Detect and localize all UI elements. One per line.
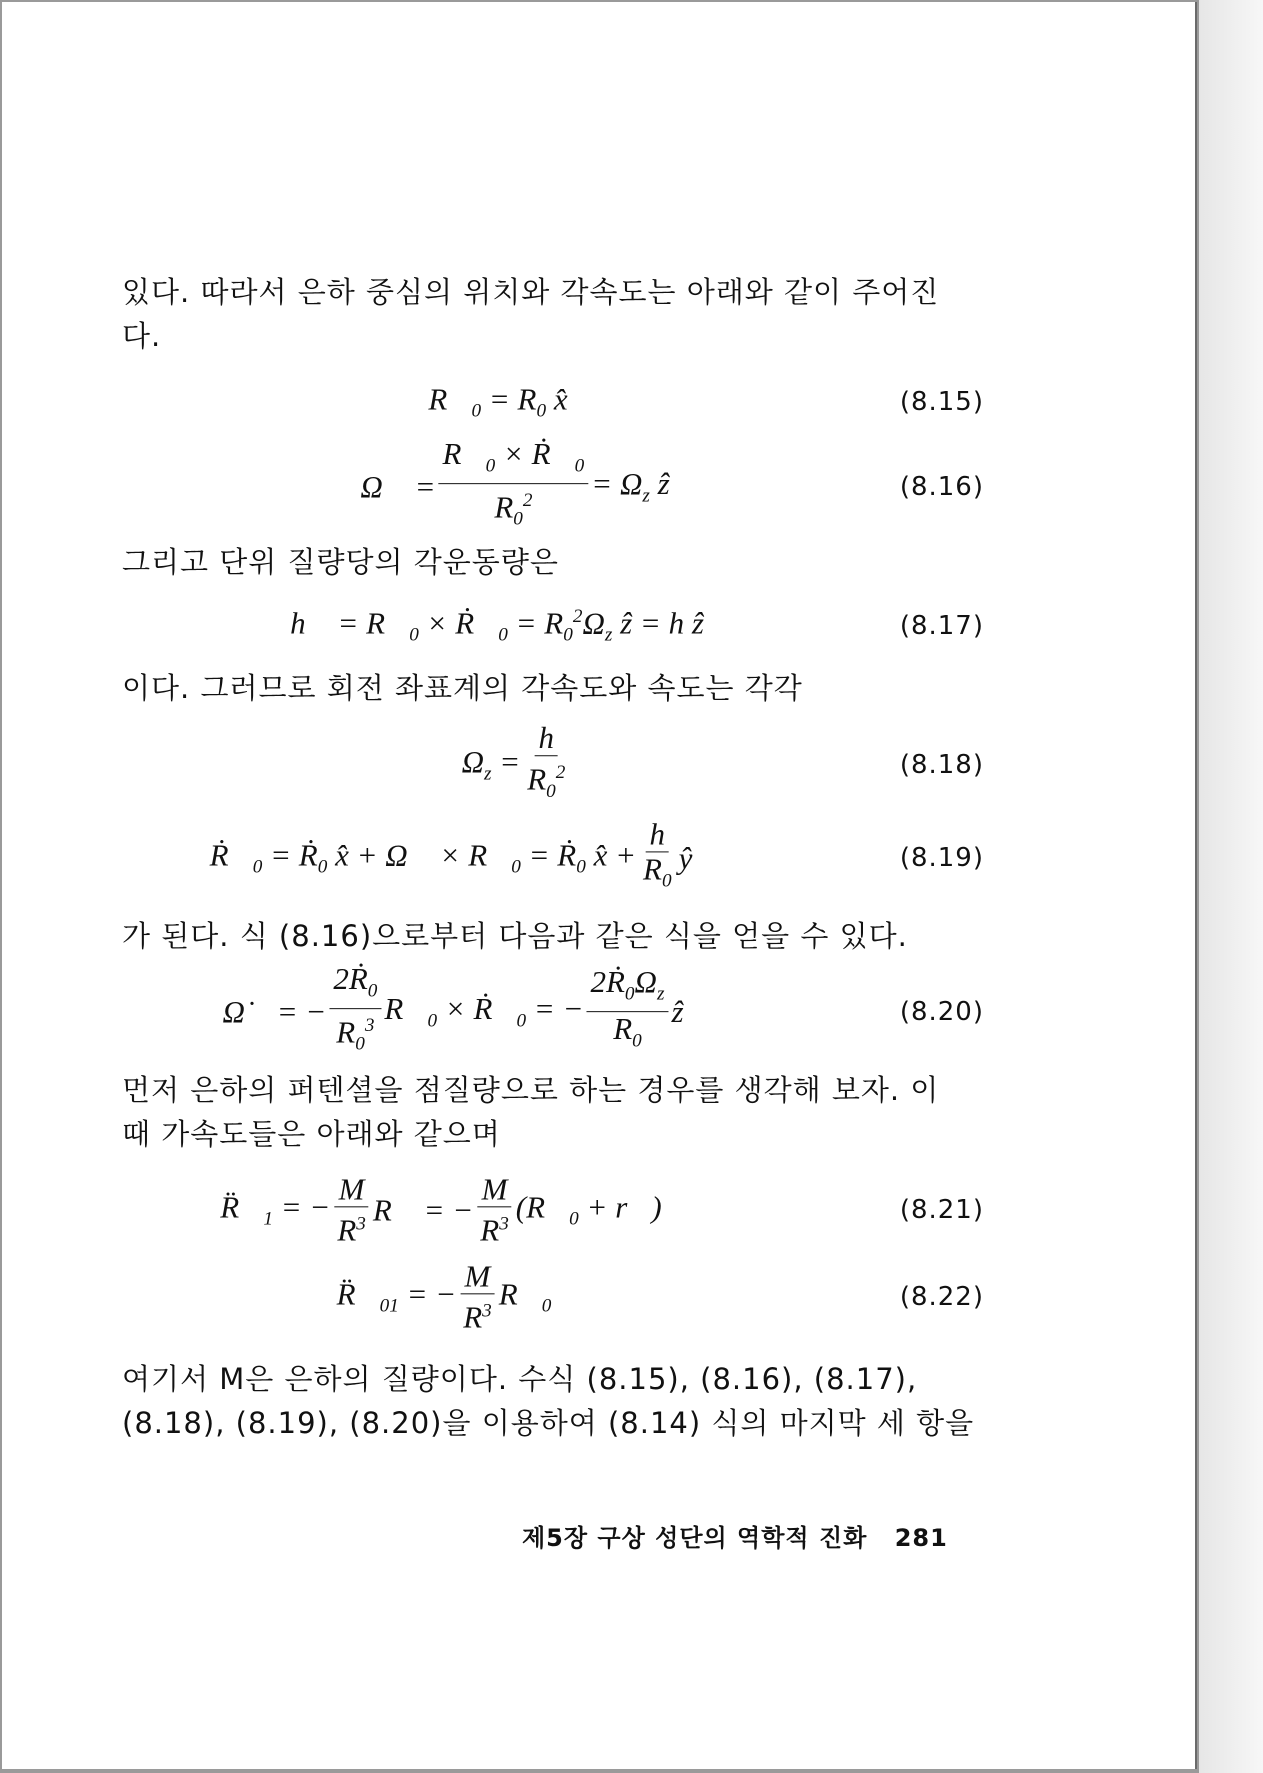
- equation-formula: $R̈⃗_{01}$ = − $\frac{M}{R^3}$ $R⃗_0$: [336, 1258, 552, 1335]
- paragraph-1: [122, 270, 1002, 358]
- equation-number: (8.22): [899, 1282, 984, 1312]
- equation-8-21: [122, 1171, 984, 1248]
- text-line: (8.18), (8.19), (8.20)을 이용하여 (8.14) 식의 마지막 세 항을: [122, 1406, 975, 1440]
- equation-number: (8.19): [899, 843, 984, 873]
- equation-formula: $\Omega_z$ = $\frac{h}{R_0^2}$: [461, 720, 566, 802]
- paragraph-6: [122, 1357, 1002, 1445]
- equation-formula: $R⃗_0 = R_0$ x̂: [428, 381, 568, 422]
- equation-number: (8.21): [899, 1195, 984, 1225]
- equation-8-19: [122, 816, 984, 892]
- equation-formula: Ω⃗ = $\frac{R⃗_0 \times Ṙ⃗_0}{R_0^2}$ = $\Omega_z$ ẑ: [360, 436, 670, 530]
- text-line: 먼저 은하의 퍼텐셜을 점질량으로 하는 경우를 생각해 보자. 이: [122, 1073, 940, 1107]
- chapter-title: 제5장 구상 성단의 역학적 진화: [522, 1524, 868, 1552]
- text-line: 그리고 단위 질량당의 각운동량은: [122, 545, 559, 579]
- text-line: 다.: [122, 319, 162, 353]
- equation-8-15: [122, 372, 984, 432]
- text-line: 있다. 따라서 은하 중심의 위치와 각속도는 아래와 같이 주어진: [122, 275, 940, 309]
- page-edge-shadow: [1199, 0, 1263, 1773]
- equation-formula: $R̈⃗_1$ = − $\frac{M}{R^3}$ R⃗ = − $\frac{M}{R^3}$ ($R⃗_0$ + r⃗): [220, 1171, 662, 1248]
- paragraph-5: [122, 1068, 1002, 1156]
- text-line: 이다. 그러므로 회전 좌표계의 각속도와 속도는 각각: [122, 671, 803, 705]
- equation-8-17: [122, 596, 984, 656]
- equation-8-22: [122, 1258, 984, 1335]
- page-number: 281: [894, 1524, 948, 1552]
- equation-formula: h⃗ = $R⃗_0$ × $Ṙ⃗_0 = R_0^2\Omega_z$ ẑ = h ẑ: [290, 605, 704, 646]
- page-footer: [522, 1518, 948, 1553]
- equation-number: (8.17): [899, 611, 984, 641]
- equation-number: (8.16): [899, 472, 984, 502]
- paragraph-3: [122, 666, 1002, 710]
- equation-number: (8.20): [899, 997, 984, 1027]
- equation-8-20: [122, 961, 984, 1055]
- text-line: 여기서 M은 은하의 질량이다. 수식 (8.15), (8.16), (8.17),: [122, 1362, 918, 1396]
- text-line: 때 가속도들은 아래와 같으며: [122, 1117, 501, 1151]
- text-line: 가 된다. 식 (8.16)으로부터 다음과 같은 식을 얻을 수 있다.: [122, 919, 908, 953]
- paragraph-4: [122, 914, 1002, 958]
- equation-8-18: [122, 720, 984, 802]
- equation-formula: $Ṙ⃗_0$ = Ṙ$_0$ x̂ + Ω⃗ × $R⃗_0$ = Ṙ$_0$ x̂ + $\frac{h}{R_0}$ ŷ: [209, 816, 693, 892]
- book-page: [2, 2, 1197, 1769]
- paragraph-2: [122, 540, 1002, 584]
- equation-formula: Ω̇⃗ = − $\frac{2Ṙ_0}{R_0^3}$ $R⃗_0$ × $Ṙ⃗_0$ = − $\frac{2Ṙ_0\Omega_z}{R_0}$ ẑ: [222, 961, 684, 1055]
- equation-number: (8.18): [899, 750, 984, 780]
- equation-8-16: [122, 436, 984, 530]
- equation-number: (8.15): [899, 387, 984, 417]
